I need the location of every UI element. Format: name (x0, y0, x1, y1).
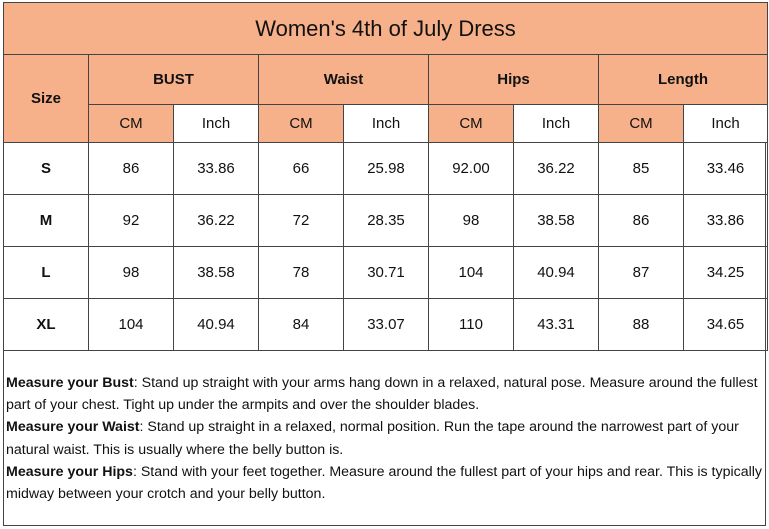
table-cell: 25.98 (344, 143, 429, 195)
hips-header: Hips (429, 55, 599, 105)
table-cell: 30.71 (344, 247, 429, 299)
length-header: Length (599, 55, 768, 105)
table-cell: 28.35 (344, 195, 429, 247)
size-cell: M (4, 195, 89, 247)
table-cell: 33.07 (344, 299, 429, 351)
table-cell: 38.58 (514, 195, 599, 247)
table-cell: 92.00 (429, 143, 514, 195)
table-cell: 92 (89, 195, 174, 247)
note-label: Measure your Waist (6, 419, 140, 436)
table-cell: 98 (89, 247, 174, 299)
note-waist (6, 416, 762, 460)
table-cell: 66 (259, 143, 344, 195)
unit-inch: Inch (514, 105, 599, 143)
table-cell: 36.22 (174, 195, 259, 247)
table-cell: 34.65 (684, 299, 768, 351)
size-chart-table (3, 2, 768, 351)
table-cell: 43.31 (514, 299, 599, 351)
bust-header: BUST (89, 55, 259, 105)
table-row (4, 195, 768, 247)
table-cell: 98 (429, 195, 514, 247)
table-cell: 38.58 (174, 247, 259, 299)
note-text: : Stand with your feet together. Measure around the fullest part of your hips and rear. This is typically midway between your crotch and your belly button. (6, 463, 763, 503)
chart-title: Women's 4th of July Dress (4, 3, 768, 55)
size-cell: L (4, 247, 89, 299)
table-cell: 33.86 (684, 195, 768, 247)
note-text: : Stand up straight with your arms hang down in a relaxed, natural pose. Measure around the fullest part of your chest. Tight up under the armpits and over the shoulder blades. (6, 375, 758, 414)
table-cell: 40.94 (514, 247, 599, 299)
table-cell: 110 (429, 299, 514, 351)
unit-inch: Inch (174, 105, 259, 143)
table-row (4, 247, 768, 299)
note-bust (6, 372, 762, 416)
table-cell: 85 (599, 143, 684, 195)
table-cell: 36.22 (514, 143, 599, 195)
table-cell: 104 (429, 247, 514, 299)
table-cell: 40.94 (174, 299, 259, 351)
waist-header: Waist (259, 55, 429, 105)
table-cell: 78 (259, 247, 344, 299)
table-cell: 104 (89, 299, 174, 351)
unit-inch: Inch (684, 105, 768, 143)
table-cell: 72 (259, 195, 344, 247)
note-text: : Stand up straight in a relaxed, normal position. Run the tape around the narrowest part of your natural waist. This is usually where the belly button is. (6, 419, 739, 458)
table-row (4, 143, 768, 195)
table-cell: 88 (599, 299, 684, 351)
table-cell: 87 (599, 247, 684, 299)
table-cell: 86 (599, 195, 684, 247)
measurement-notes (6, 372, 762, 505)
unit-cm: CM (599, 105, 684, 143)
table-cell: 84 (259, 299, 344, 351)
unit-inch: Inch (344, 105, 429, 143)
unit-cm: CM (89, 105, 174, 143)
table-cell: 34.25 (684, 247, 768, 299)
table-row (4, 299, 768, 351)
note-label: Measure your Bust (6, 375, 134, 391)
size-header: Size (4, 55, 89, 143)
note-label: Measure your Hips (6, 463, 133, 480)
note-hips (6, 461, 762, 505)
unit-cm: CM (259, 105, 344, 143)
table-cell: 33.46 (684, 143, 768, 195)
table-cell: 86 (89, 143, 174, 195)
unit-cm: CM (429, 105, 514, 143)
size-cell: XL (4, 299, 89, 351)
table-cell: 33.86 (174, 143, 259, 195)
size-cell: S (4, 143, 89, 195)
